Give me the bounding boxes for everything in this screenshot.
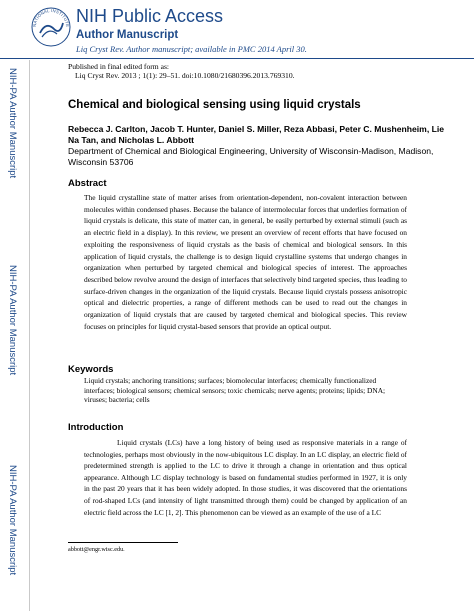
header-availability-note: Liq Cryst Rev. Author manuscript; available in PMC 2014 April 30. (76, 44, 307, 54)
introduction-text: Liquid crystals (LCs) have a long history of being used as responsive materials in a range of technologies, perhaps most obviously in the now-ubiquitous LC display. In an LC display, an electric field of predetermined strength is applied to the LC to drive it through a change in orientation and thus optical appearance. Although LC display technology is based on fundamental studies performed in 1927, it is only in the past 20 years that it has been widely adopted. In those studies, it was discovered that the orientations of rod-shaped LCs (and intensity of light transmitted through them) could be changed by application of an electric field across the LC [1, 2]. This phenomenon can be viewed as an example of the use of a LC (84, 438, 407, 517)
introduction-heading: Introduction (68, 422, 124, 433)
author-list: Rebecca J. Carlton, Jacob T. Hunter, Daniel S. Miller, Reza Abbasi, Peter C. Mushenheim, Lie Na Tan, and Nicholas L. Abbott (68, 124, 445, 145)
affiliation: Department of Chemical and Biological Engineering, University of Wisconsin-Madison, Madison, Wisconsin 53706 (68, 146, 434, 167)
abstract-heading: Abstract (68, 178, 107, 189)
left-margin-sidebar: NIH-PA Author Manuscript NIH-PA Author Manuscript NIH-PA Author Manuscript (0, 60, 30, 611)
header-title: NIH Public Access (76, 6, 224, 26)
abstract-text: The liquid crystalline state of matter arises from orientation-dependent, non-covalent interaction between molecules within condensed phases. Because the balance of intermolecular forces that underlies formation of liquid crystals is delicate, this state of matter can, in general, be easily perturbed by external stimuli (such as an electric field in a display). In this review, we present an overview of recent efforts that have focused on exploiting the responsiveness of liquid crystals as the basis of chemical and biological sensors. In this application of liquid crystals, the challenge is to design liquid crystalline systems that undergo changes in organization when perturbed by targeted chemical and biological species of interest. The approaches described below revolve around the design of interfaces that selectively bind targeted species, thus leading to surface-driven changes in the organization of the liquid crystals. Because liquid crystals possess anisotropic optical and dielectric properties, a range of different methods can be used to read out the changes in organization of liquid crystals that are caused by targeted chemical and biological species. This review focuses on principles for liquid crystal-based sensors that provide an optical output. (84, 193, 407, 331)
footnote-divider (68, 542, 178, 543)
publication-line-1: Published in final edited form as: (68, 62, 170, 71)
nih-seal-text: NATIONAL INSTITUTE (31, 7, 71, 28)
keywords-text: Liquid crystals; anchoring transitions; surfaces; biomolecular interfaces; chemically functionalized interfaces; biological sensors; chemical sensors; toxic chemicals; nerve agents; proteins; lipids; DNA; viruses; bacteria; cells (84, 376, 386, 404)
header-subtitle: Author Manuscript (76, 29, 179, 41)
correspondence-email[interactable]: abbott@engr.wisc.edu. (68, 546, 125, 553)
article-title: Chemical and biological sensing using liquid crystals (68, 99, 361, 111)
publication-line-2: Liq Cryst Rev. 2013 ; 1(1): 29–51. doi:10.1080/21680396.2013.769310. (75, 71, 295, 80)
nih-logo (30, 3, 72, 49)
nih-seal-icon (30, 3, 72, 49)
header-divider (0, 58, 474, 59)
sidebar-divider (29, 60, 30, 611)
keywords-heading: Keywords (68, 364, 114, 375)
